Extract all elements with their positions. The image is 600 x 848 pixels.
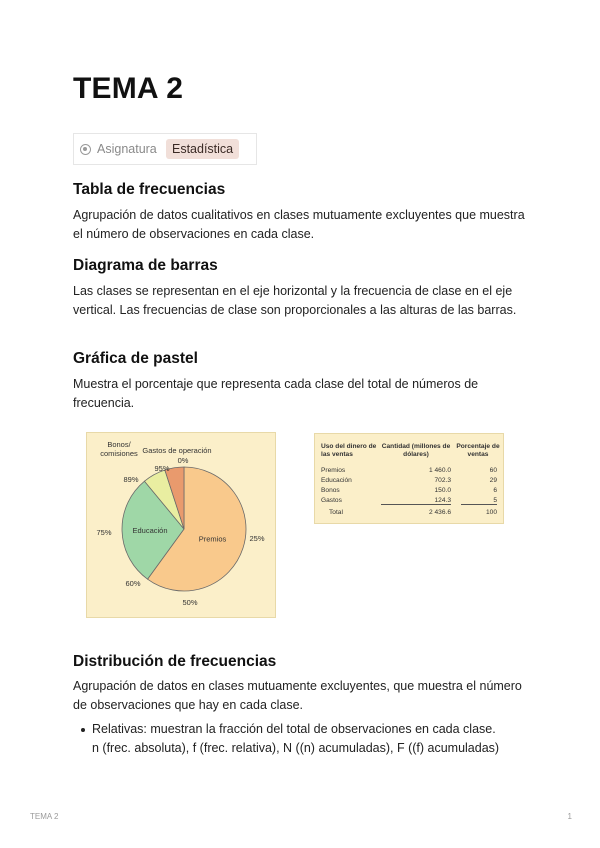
cell-amount: 702.3 — [434, 477, 451, 484]
pie-boundary-label: 89% — [123, 475, 139, 484]
sales-table — [314, 433, 504, 524]
table-row — [315, 487, 503, 497]
pie-boundary-label: 75% — [96, 528, 112, 537]
pie-category-label: Bonos/ — [107, 440, 131, 449]
header-use: Uso del dinero de las ventas — [321, 443, 377, 458]
list-item — [80, 720, 540, 757]
property-key — [74, 134, 166, 164]
pie-boundary-label: 0% — [177, 456, 189, 465]
body-diagrama-barras: Las clases se representan en el eje horizontal y la frecuencia de clase en el eje vertical. Las frecuencias de clase son proporcionales a las alturas de las barras. — [73, 284, 517, 317]
body-grafica-pastel: Muestra el porcentaje que representa cada clase del total de números de frecuencia. — [73, 377, 479, 410]
page-number: 1 — [567, 812, 572, 821]
property-value-tag[interactable]: Estadística — [166, 139, 239, 159]
footer-title: TEMA 2 — [30, 812, 59, 821]
body-tabla-frecuencias: Agrupación de datos cualitativos en clases mutuamente excluyentes que muestra el número de observaciones en cada clase. — [73, 208, 525, 241]
pie-category-label: Gastos de operación — [142, 446, 212, 455]
pie-chart-svg — [87, 433, 277, 619]
pie-category-label: Premios — [198, 534, 227, 544]
table-total-row — [315, 509, 503, 519]
pie-category-label: Educación — [132, 526, 168, 536]
radio-target-icon — [80, 144, 91, 155]
cell-percent: 29 — [489, 477, 497, 484]
header-percent: Porcentaje de ventas — [456, 443, 500, 458]
table-row — [315, 497, 503, 507]
cell-percent: 6 — [493, 487, 497, 494]
cell-percent: 60 — [489, 467, 497, 474]
pie-boundary-label: 60% — [125, 579, 141, 588]
body-distribucion-frecuencias: Agrupación de datos en clases mutuamente excluyentes, que muestra el número de observaciones que hay en cada clase. — [73, 679, 522, 712]
heading-distribucion-frecuencias: Distribución de frecuencias — [73, 653, 277, 670]
page-title: TEMA 2 — [73, 72, 184, 105]
pie-category-label: comisiones — [100, 449, 138, 458]
cell-amount: 2 436.6 — [429, 509, 451, 516]
cell-use: Gastos — [321, 497, 342, 504]
table-row — [315, 467, 503, 477]
property-row — [73, 133, 257, 165]
bullet-line-1: Relativas: muestran la fracción del total de observaciones en cada clase. — [92, 722, 496, 736]
cell-amount: 124.3 — [381, 497, 451, 505]
cell-use: Educación — [321, 477, 352, 484]
pie-chart-figure — [86, 432, 276, 618]
pie-boundary-label: 25% — [249, 534, 265, 543]
heading-tabla-frecuencias: Tabla de frecuencias — [73, 181, 226, 198]
bullet-line-2: n (frec. absoluta), f (frec. relativa), N ((n) acumuladas), F ((f) acumuladas) — [92, 740, 500, 755]
property-key-label: Asignatura — [97, 142, 157, 156]
cell-use: Total — [329, 509, 343, 516]
cell-use: Premios — [321, 467, 346, 474]
table-row — [315, 477, 503, 487]
cell-use: Bonos — [321, 487, 340, 494]
cell-amount: 1 460.0 — [429, 467, 451, 474]
bullet-list — [80, 720, 540, 757]
cell-percent: 100 — [485, 509, 497, 516]
pie-boundary-label: 50% — [182, 598, 198, 607]
heading-diagrama-barras: Diagrama de barras — [73, 257, 218, 274]
heading-grafica-pastel: Gráfica de pastel — [73, 350, 198, 367]
cell-amount: 150.0 — [434, 487, 451, 494]
cell-percent: 5 — [461, 497, 497, 505]
header-amount: Cantidad (millones de dólares) — [381, 443, 451, 458]
pie-boundary-label: 95% — [154, 464, 170, 473]
